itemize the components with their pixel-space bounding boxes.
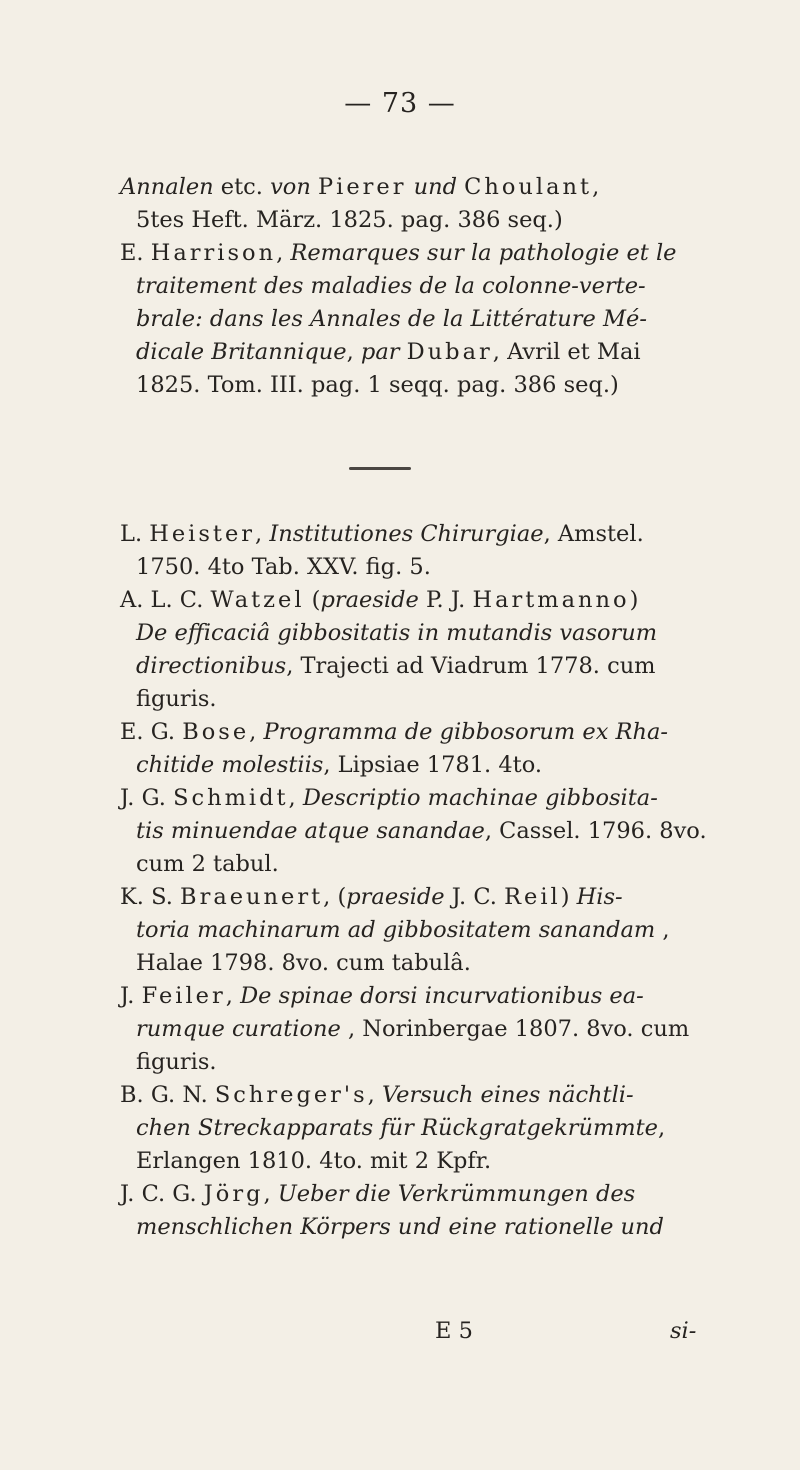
text-line: cum 2 tabul. bbox=[136, 851, 279, 877]
text-line: chitide molestiis, Lipsiae 1781. 4to. bbox=[136, 752, 543, 778]
author-name: Braeunert bbox=[180, 884, 324, 910]
author-name: Reil bbox=[504, 884, 561, 910]
text-line: K. S. Braeunert, (praeside J. C. Reil) His- bbox=[120, 884, 623, 910]
text-line: dicale Britannique, par Dubar, Avril et Mai bbox=[136, 339, 641, 365]
author-name: Feiler bbox=[141, 983, 226, 1009]
text-line: E. G. Bose, Programma de gibbosorum ex Rha- bbox=[120, 719, 668, 745]
text-line: J. Feiler, De spinae dorsi incurvationibus ea- bbox=[120, 983, 644, 1009]
author-name: Harrison bbox=[150, 240, 277, 266]
author-name: Bose bbox=[182, 719, 250, 745]
section-divider bbox=[349, 467, 411, 470]
text-line: tis minuendae atque sanandae, Cassel. 1796. 8vo. bbox=[136, 818, 707, 844]
catchword: si- bbox=[670, 1318, 697, 1344]
author-name: Hartmanno bbox=[472, 587, 630, 613]
text-line: chen Streckapparats für Rückgratgekrümmte, bbox=[136, 1115, 666, 1141]
author-name: Heister bbox=[149, 521, 256, 547]
signature-mark: E 5 bbox=[435, 1318, 473, 1344]
author-name: Schreger's bbox=[214, 1082, 368, 1108]
text-line: toria machinarum ad gibbositatem sanandam , bbox=[136, 917, 670, 943]
author-name: Watzel bbox=[210, 587, 305, 613]
text-line: E. Harrison, Remarques sur la pathologie et le bbox=[120, 240, 677, 266]
text-line: Halae 1798. 8vo. cum tabulâ. bbox=[136, 950, 471, 976]
author-name: Schmidt bbox=[173, 785, 289, 811]
text-line: A. L. C. Watzel (praeside P. J. Hartmanno) bbox=[120, 587, 639, 613]
text-line: 1825. Tom. III. pag. 1 seqq. pag. 386 seq.) bbox=[136, 372, 619, 398]
text-line: Erlangen 1810. 4to. mit 2 Kpfr. bbox=[136, 1148, 492, 1174]
page-number: — 73 — bbox=[344, 88, 456, 119]
text-line: B. G. N. Schreger's, Versuch eines nächtli- bbox=[120, 1082, 634, 1108]
author-name: Jörg bbox=[203, 1181, 264, 1207]
text-line: 5tes Heft. März. 1825. pag. 386 seq.) bbox=[136, 207, 563, 233]
text-line: menschlichen Körpers und eine rationelle und bbox=[136, 1214, 664, 1240]
journal-title: Annalen bbox=[120, 174, 214, 200]
author-name: Dubar bbox=[406, 339, 493, 365]
text-line: figuris. bbox=[136, 1049, 217, 1075]
text-line: rumque curatione , Norinbergae 1807. 8vo. cum bbox=[136, 1016, 690, 1042]
text-line: L. Heister, Institutiones Chirurgiae, Amstel. bbox=[120, 521, 644, 547]
text-line: directionibus, Trajecti ad Viadrum 1778. cum bbox=[136, 653, 656, 679]
text-line: traitement des maladies de la colonne-verte- bbox=[136, 273, 646, 299]
text-line: J. G. Schmidt, Descriptio machinae gibbosita- bbox=[120, 785, 658, 811]
text-line: 1750. 4to Tab. XXV. fig. 5. bbox=[136, 554, 431, 580]
text-line: J. C. G. Jörg, Ueber die Verkrümmungen des bbox=[120, 1181, 636, 1207]
author-name: Choulant bbox=[464, 174, 593, 200]
text-line: Annalen etc. von Pierer und Choulant, bbox=[120, 174, 600, 200]
author-name: Pierer bbox=[317, 174, 407, 200]
text-line: De efficaciâ gibbositatis in mutandis vasorum bbox=[136, 620, 658, 646]
text-line: figuris. bbox=[136, 686, 217, 712]
text-line: brale: dans les Annales de la Littérature Mé- bbox=[136, 306, 647, 332]
